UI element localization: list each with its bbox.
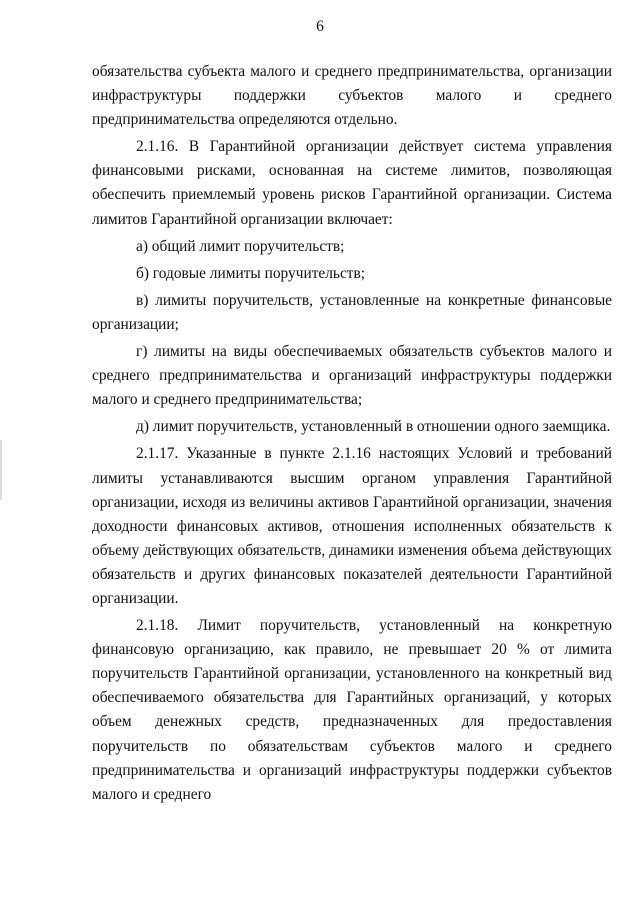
list-item-b: б) годовые лимиты поручительств; — [136, 264, 366, 282]
paragraph-2-1-16: 2.1.16. В Гарантийной организации действует система управления финансовыми рисками, основанная на системе лимитов, позволяющая обеспечить приемлемый уровень рисков Гарантийной организации. Система лимитов Гарантийной организации включает: — [92, 138, 612, 228]
scan-edge-mark — [0, 440, 2, 500]
paragraph-continuation: обязательства субъекта малого и среднего предпринимательства, организации инфраструктуры поддержки субъектов малого и среднего предпринимательства определяются отдельно. — [92, 63, 612, 129]
page-number: 6 — [316, 18, 324, 35]
list-item-d: д) лимит поручительств, установленный в отношении одного заемщика. — [136, 418, 611, 436]
document-body — [92, 60, 612, 810]
paragraph-2-1-17: 2.1.17. Указанные в пункте 2.1.16 настоящих Условий и требований лимиты устанавливаются высшим органом управления Гарантийной организации, исходя из величины активов Гарантийной организации, значения доходности финансовых активов, отношения исполненных обязательств к объему действующих обязательств, динамики изменения объема действующих обязательств и других финансовых показателей деятельности Гарантийной организации. — [92, 445, 612, 607]
paragraph-2-1-18: 2.1.18. Лимит поручительств, установленный на конкретную финансовую организацию, как правило, не превышает 20 % от лимита поручительств Гарантийной организации, установленного на конкретный вид обеспечиваемого обязательства для Гарантийных организаций, у которых объем денежных средств, предназначенных для предоставления поручительств по обязательствам субъектов малого и среднего предпринимательства и организаций инфраструктуры поддержки субъектов малого и среднего — [92, 617, 612, 803]
list-item-g: г) лимиты на виды обеспечиваемых обязательств субъектов малого и среднего предпринимательства и организаций инфраструктуры поддержки малого и среднего предпринимательства; — [92, 343, 612, 409]
list-item-v: в) лимиты поручительств, установленные на конкретные финансовые организации; — [92, 291, 612, 333]
list-item-a: а) общий лимит поручительств; — [136, 237, 345, 255]
